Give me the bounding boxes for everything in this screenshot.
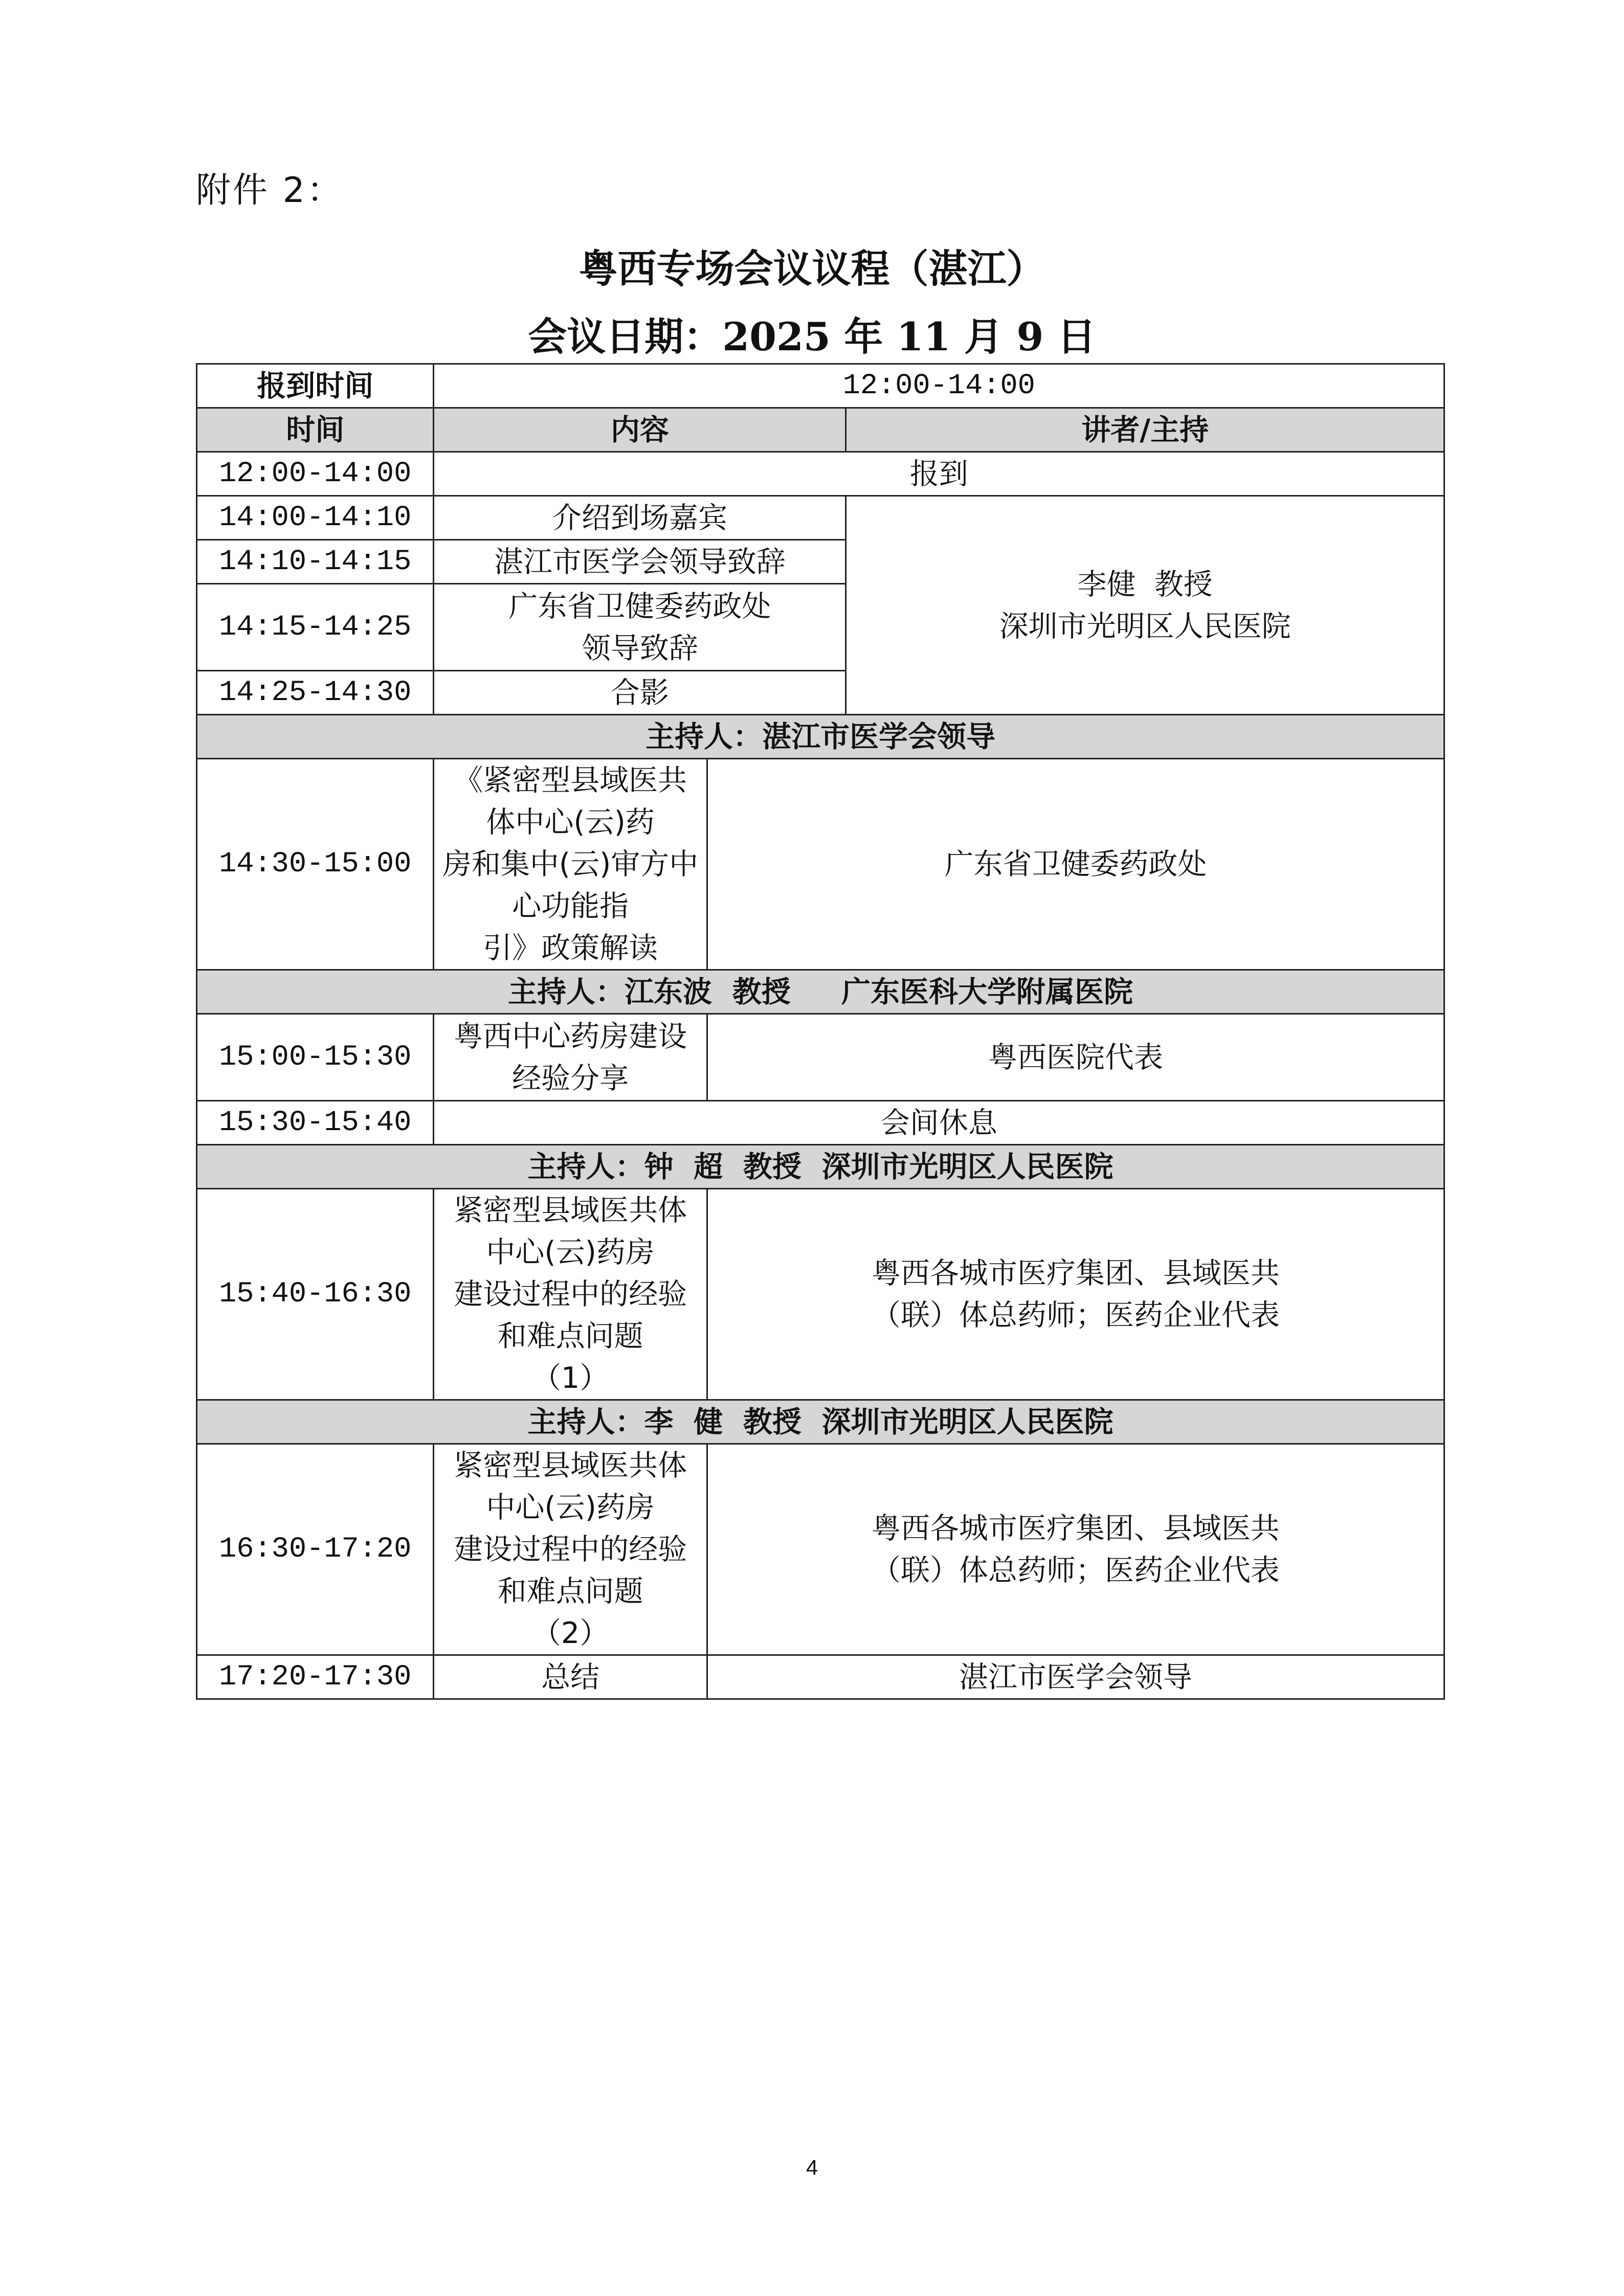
table-header <box>197 408 1444 452</box>
table-row <box>197 759 1444 970</box>
content-line: 建设过程中的经验和难点问题 <box>454 1533 687 1608</box>
row-time: 15:40-16:30 <box>197 1189 434 1400</box>
row-content <box>434 1444 707 1655</box>
table-row <box>197 1655 1444 1699</box>
speaker-line: 李健 教授 <box>1077 567 1213 601</box>
speaker-line: 粤西各城市医疗集团、县域医共 <box>871 1256 1280 1290</box>
table-row <box>197 496 1444 540</box>
row-content: 湛江市医学会领导致辞 <box>434 540 846 584</box>
row-speaker: 粤西医院代表 <box>707 1014 1444 1101</box>
header-content: 内容 <box>434 408 846 452</box>
page-title: 粤西专场会议议程（湛江） <box>579 246 1045 291</box>
row-content: 报到 <box>434 452 1444 496</box>
row-content: 会间休息 <box>434 1101 1444 1145</box>
host-row <box>197 1400 1444 1444</box>
content-line: 建设过程中的经验和难点问题 <box>454 1277 687 1353</box>
content-line: 领导致辞 <box>581 631 698 665</box>
host-label: 主持人：湛江市医学会领导 <box>197 715 1444 759</box>
content-line: 房和集中(云)审方中心功能指 <box>442 847 699 923</box>
host-row <box>197 970 1444 1014</box>
table-row <box>197 1189 1444 1400</box>
speaker-line: （联）体总药师；医药企业代表 <box>871 1554 1280 1587</box>
row-content: 介绍到场嘉宾 <box>434 496 846 540</box>
checkin-row <box>197 364 1444 408</box>
speaker-line: 粤西各城市医疗集团、县域医共 <box>871 1512 1280 1545</box>
row-time: 14:25-14:30 <box>197 671 434 715</box>
checkin-label: 报到时间 <box>197 364 434 408</box>
row-content <box>434 1014 707 1101</box>
host-row <box>197 715 1444 759</box>
content-line: 粤西中心药房建设 <box>454 1019 687 1053</box>
header-time: 时间 <box>197 408 434 452</box>
attachment-label: 附件 2： <box>196 170 344 211</box>
row-time: 12:00-14:00 <box>197 452 434 496</box>
content-line: （1） <box>531 1361 609 1395</box>
row-time: 14:00-14:10 <box>197 496 434 540</box>
checkin-time: 12:00-14:00 <box>434 364 1444 408</box>
content-line: 经验分享 <box>512 1061 629 1095</box>
row-time: 15:30-15:40 <box>197 1101 434 1145</box>
table-row <box>197 1101 1444 1145</box>
row-time: 14:30-15:00 <box>197 759 434 970</box>
agenda-table <box>196 363 1445 1700</box>
table-row <box>197 452 1444 496</box>
host-label: 主持人：钟 超 教授 深圳市光明区人民医院 <box>197 1145 1444 1189</box>
header-speaker: 讲者/主持 <box>846 408 1444 452</box>
row-time: 16:30-17:20 <box>197 1444 434 1655</box>
content-line: 引》政策解读 <box>483 931 658 965</box>
speaker-line: 深圳市光明区人民医院 <box>999 609 1291 643</box>
row-speaker <box>707 1444 1444 1655</box>
row-speaker <box>846 496 1444 715</box>
row-time: 14:10-14:15 <box>197 540 434 584</box>
content-line: 《紧密型县域医共体中心(云)药 <box>454 763 687 839</box>
host-label: 主持人：江东波 教授 广东医科大学附属医院 <box>197 970 1444 1014</box>
row-content: 总结 <box>434 1655 707 1699</box>
host-row <box>197 1145 1444 1189</box>
content-line: 紧密型县域医共体中心(云)药房 <box>454 1449 687 1524</box>
meeting-date: 会议日期：2025 年 11 月 9 日 <box>528 314 1096 359</box>
content-line: 紧密型县域医共体中心(云)药房 <box>454 1194 687 1269</box>
content-line: 广东省卫健委药政处 <box>508 589 771 623</box>
row-content <box>434 759 707 970</box>
table-row <box>197 1014 1444 1101</box>
row-speaker <box>707 1189 1444 1400</box>
row-content <box>434 1189 707 1400</box>
row-time: 17:20-17:30 <box>197 1655 434 1699</box>
row-speaker: 湛江市医学会领导 <box>707 1655 1444 1699</box>
row-content: 合影 <box>434 671 846 715</box>
row-time: 15:00-15:30 <box>197 1014 434 1101</box>
row-time: 14:15-14:25 <box>197 584 434 671</box>
content-line: （2） <box>531 1616 609 1650</box>
page-number: 4 <box>806 2155 818 2179</box>
host-label: 主持人：李 健 教授 深圳市光明区人民医院 <box>197 1400 1444 1444</box>
speaker-line: （联）体总药师；医药企业代表 <box>871 1298 1280 1332</box>
row-content <box>434 584 846 671</box>
table-row <box>197 1444 1444 1655</box>
row-speaker: 广东省卫健委药政处 <box>707 759 1444 970</box>
